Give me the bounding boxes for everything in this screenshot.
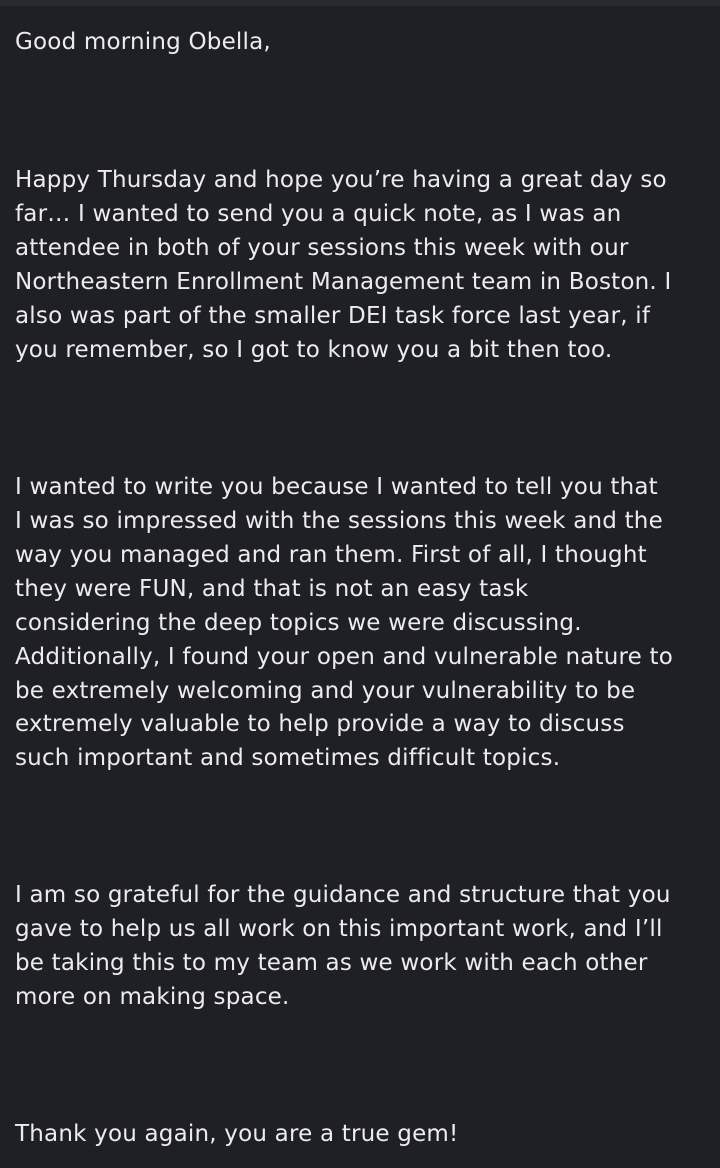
paragraph-line: also was part of the smaller DEI task force last year, if xyxy=(15,303,651,329)
paragraph-line: be taking this to my team as we work with each other xyxy=(15,950,648,976)
paragraph-line: Happy Thursday and hope you’re having a great day so xyxy=(15,167,667,193)
top-edge-strip xyxy=(0,0,720,6)
paragraph-line: gave to help us all work on this important work, and I’ll xyxy=(15,916,663,942)
paragraph-line: extremely valuable to help provide a way to discuss xyxy=(15,711,625,737)
closing-line: Thank you again, you are a true gem! xyxy=(15,1121,459,1147)
paragraph-line: be extremely welcoming and your vulnerability to be xyxy=(15,678,636,704)
paragraph-line: considering the deep topics we were discussing. xyxy=(15,610,582,636)
paragraph-line: more on making space. xyxy=(15,984,290,1010)
paragraph-line: Additionally, I found your open and vulnerable nature to xyxy=(15,644,674,670)
paragraph-line: way you managed and ran them. First of all, I thought xyxy=(15,542,647,568)
paragraph-line: attendee in both of your sessions this week with our xyxy=(15,235,629,261)
paragraph-line: I wanted to write you because I wanted to tell you that xyxy=(15,474,658,500)
paragraph-line: far… I wanted to send you a quick note, as I was an xyxy=(15,201,622,227)
paragraph-line: I was so impressed with the sessions this week and the xyxy=(15,508,663,534)
paragraph-line: I am so grateful for the guidance and structure that you xyxy=(15,882,671,908)
paragraph-line: you remember, so I got to know you a bit then too. xyxy=(15,337,613,363)
paragraph-line: Northeastern Enrollment Management team in Boston. I xyxy=(15,269,672,295)
paragraph-line: such important and sometimes difficult topics. xyxy=(15,745,561,771)
paragraph-line: they were FUN, and that is not an easy task xyxy=(15,576,529,602)
greeting-line: Good morning Obella, xyxy=(15,29,271,55)
